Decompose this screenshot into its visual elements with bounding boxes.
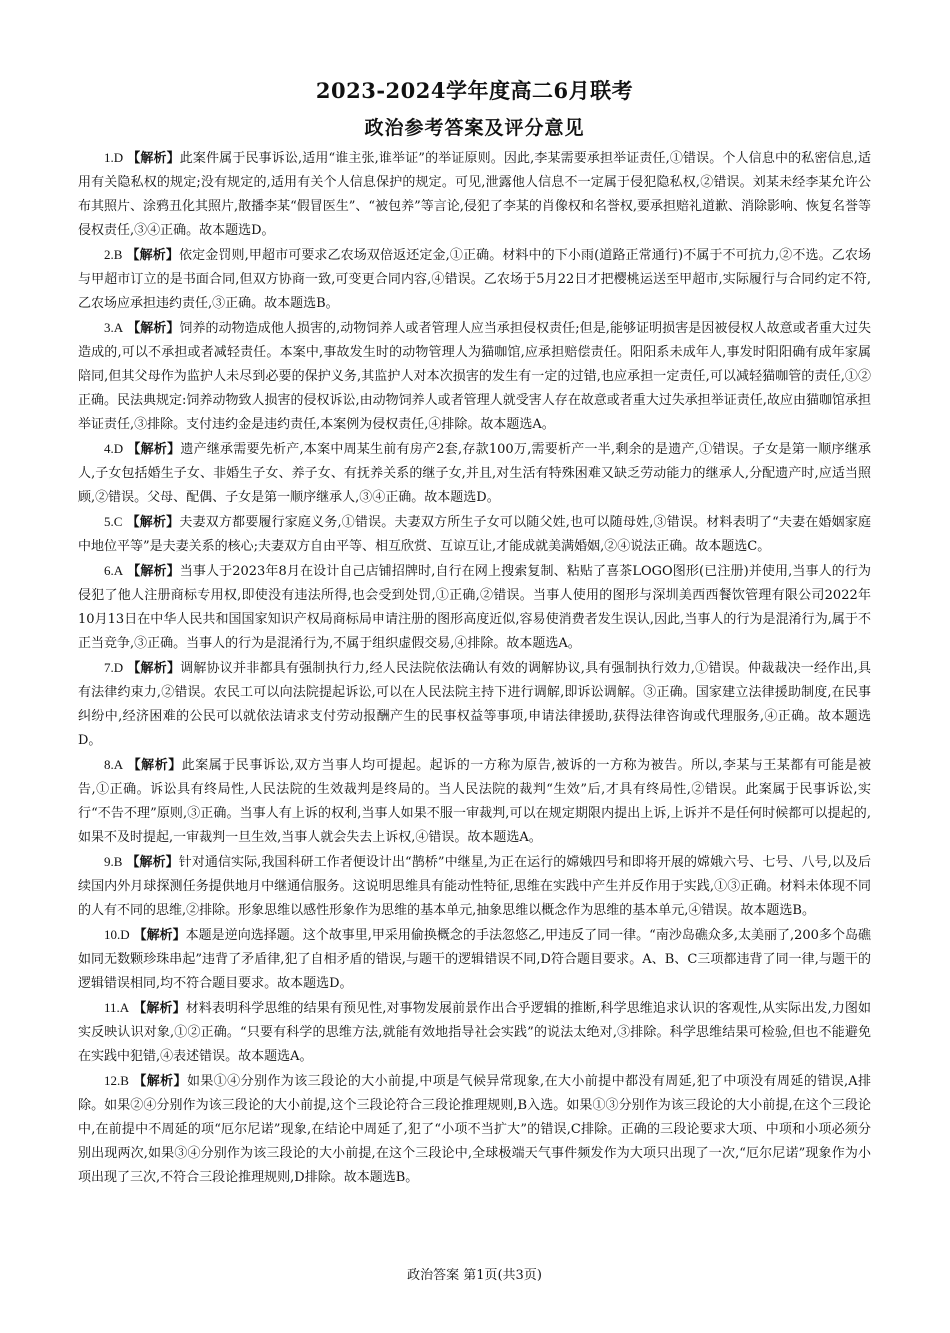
analysis-tag: 【解析】 [127, 321, 180, 336]
page-footer: 政治答案 第1页(共3页) [407, 1268, 542, 1283]
answer-item [78, 559, 871, 656]
answer-number: 8.A [104, 757, 124, 772]
answer-number: 5.C [104, 514, 123, 529]
answer-item [78, 923, 871, 996]
answer-item [78, 656, 871, 753]
answer-number: 12.B [104, 1073, 129, 1088]
analysis-tag: 【解析】 [127, 442, 181, 457]
answer-number: 10.D [104, 927, 130, 942]
answer-text: 夫妻双方都要履行家庭义务,①错误。夫妻双方所生子女可以随父姓,也可以随母姓,③错误。材料表明了“夫妻在婚姻家庭中地位平等”是夫妻关系的核心;夫妻双方自由平等、相互欣赏、互谅互让,才能成就美满婚姻,②④说法正确。故本题选C。 [78, 515, 871, 554]
answer-number: 3.A [104, 320, 124, 335]
analysis-tag: 【解析】 [126, 248, 180, 263]
analysis-tag: 【解析】 [127, 151, 180, 166]
analysis-tag: 【解析】 [132, 1074, 187, 1089]
analysis-tag: 【解析】 [126, 515, 180, 530]
analysis-tag: 【解析】 [133, 928, 186, 943]
answer-text: 当事人于2023年8月在设计自己店铺招牌时,自行在网上搜索复制、粘贴了喜茶LOGO图形(已注册)并使用,当事人的行为侵犯了他人注册商标专用权,即使没有违法所得,也会受到处罚,①正确,②错误。当事人使用的图形与深圳美西西餐饮管理有限公司2022年10月13日在中华人民共和国国家知识产权局商标局申请注册的图形高度近似,容易使消费者发生误认,因此,当事人的行为是混淆行为,属于不正当竞争,③正确。当事人的行为是混淆行为,不属于组织虚假交易,④排除。故本题选A。 [78, 564, 871, 651]
analysis-tag: 【解析】 [127, 758, 182, 773]
answer-number: 4.D [104, 441, 124, 456]
answer-number: 9.B [104, 854, 123, 869]
answer-text: 依定金罚则,甲超市可要求乙农场双倍返还定金,①正确。材料中的下小雨(道路正常通行)不属于不可抗力,②不选。乙农场与甲超市订立的是书面合同,但双方协商一致,可变更合同内容,④错误。乙农场于5月22日才把樱桃运送至甲超市,实际履行与合同约定不符,乙农场应承担违约责任,③正确。故本题选B。 [78, 248, 871, 311]
answer-item [78, 753, 871, 850]
page-title: 2023-2024学年度高二6月联考 [315, 78, 634, 103]
answer-number: 7.D [104, 660, 124, 675]
answer-number: 6.A [104, 563, 124, 578]
answer-item [78, 243, 871, 316]
answer-number: 11.A [104, 1000, 130, 1015]
answer-number: 1.D [104, 150, 124, 165]
answer-number: 2.B [104, 247, 123, 262]
page-subtitle: 政治参考答案及评分意见 [364, 117, 585, 139]
answer-item [78, 850, 871, 923]
answer-item [78, 437, 871, 510]
answer-text: 本题是逆向选择题。这个故事里,甲采用偷换概念的手法忽悠乙,甲违反了同一律。“南沙岛礁众多,太美丽了,200多个岛礁如同无数颗珍珠串起”违背了矛盾律,犯了自相矛盾的错误,与题干的逻辑错误不同,D符合题目要求。A、B、C三项都违背了同一律,与题干的逻辑错误相同,均不符合题目要求。故本题选D。 [78, 928, 871, 991]
answer-text: 此案件属于民事诉讼,适用“谁主张,谁举证”的举证原则。因此,李某需要承担举证责任,①错误。个人信息中的私密信息,适用有关隐私权的规定;没有规定的,适用有关个人信息保护的规定。可见,泄露他人信息不一定属于侵犯隐私权,②错误。刘某未经李某允许公布其照片、涂鸦丑化其照片,散播李某“假冒医生”、“被包养”等言论,侵犯了李某的肖像权和名誉权,要承担赔礼道歉、消除影响、恢复名誉等侵权责任,③④正确。故本题选D。 [78, 151, 871, 238]
answer-item [78, 316, 871, 437]
answer-text: 调解协议并非都具有强制执行力,经人民法院依法确认有效的调解协议,具有强制执行效力,①错误。仲裁裁决一经作出,具有法律约束力,②错误。农民工可以向法院提起诉讼,可以在人民法院主持下进行调解,即诉讼调解。③正确。国家建立法律援助制度,在民事纠纷中,经济困难的公民可以就依法请求支付劳动报酬产生的民事权益等事项,申请法律援助,获得法律咨询或代理服务,④正确。故本题选D。 [78, 661, 871, 748]
analysis-tag: 【解析】 [127, 564, 180, 579]
answer-list [78, 146, 871, 1190]
answer-text: 针对通信实际,我国科研工作者便设计出“鹊桥”中继星,为正在运行的嫦娥四号和即将开展的嫦娥六号、七号、八号,以及后续国内外月球探测任务提供地月中继通信服务。这说明思维具有能动性特征,思维在实践中产生并反作用于实践,①③正确。材料未体现不同的人有不同的思维,②排除。形象思维以感性形象作为思维的基本单元,抽象思维以概念作为思维的基本单元,④错误。故本题选B。 [78, 855, 871, 918]
answer-text: 饲养的动物造成他人损害的,动物饲养人或者管理人应当承担侵权责任;但是,能够证明损害是因被侵权人故意或者重大过失造成的,可以不承担或者减轻责任。本案中,事故发生时的动物管理人为猫咖馆,应承担赔偿责任。阳阳系未成年人,事发时阳阳确有成年家属陪同,但其父母作为监护人未尽到必要的保护义务,其监护人对本次损害的发生有一定的过错,也应承担一定责任,可以减轻猫咖管的责任,①②正确。民法典规定:饲养动物致人损害的侵权诉讼,由动物饲养人或者管理人就受害人存在故意或者重大过失承担举证责任,故应由猫咖馆承担举证责任,③排除。支付违约金是违约责任,本案例为侵权责任,④排除。故本题选A。 [78, 321, 871, 432]
analysis-tag: 【解析】 [127, 661, 181, 676]
answer-item [78, 510, 871, 559]
answer-text: 如果①④分别作为该三段论的大小前提,中项是气候异常现象,在大小前提中都没有周延,犯了中项没有周延的错误,A排除。如果②④分别作为该三段论的大小前提,这个三段论符合三段论推理规则,B入选。如果①③分别作为该三段论的大小前提,在这个三段论中,在前提中不周延的项“厄尔尼诺”现象,在结论中周延了,犯了“小项不当扩大”的错误,C排除。正确的三段论要求大项、中项和小项必须分别出现两次,如果③④分别作为该三段论的大小前提,在这个三段论中,全球极端天气事件频发作为大项只出现了一次,“厄尔尼诺”现象作为小项出现了三次,不符合三段论推理规则,D排除。故本题选B。 [78, 1074, 871, 1185]
analysis-tag: 【解析】 [126, 855, 179, 870]
answer-item [78, 996, 871, 1069]
answer-item [78, 1069, 871, 1190]
answer-item [78, 146, 871, 243]
analysis-tag: 【解析】 [133, 1001, 186, 1016]
answer-text: 材料表明科学思维的结果有预见性,对事物发展前景作出合乎逻辑的推断,科学思维追求认识的客观性,从实际出发,力图如实反映认识对象,①②正确。“只要有科学的思维方法,就能有效地指导社会实践”的说法太绝对,③排除。科学思维结果可检验,但也不能避免在实践中犯错,④表述错误。故本题选A。 [78, 1001, 871, 1064]
answer-text: 此案属于民事诉讼,双方当事人均可提起。起诉的一方称为原告,被诉的一方称为被告。所以,李某与王某都有可能是被告,①正确。诉讼具有终局性,人民法院的生效裁判是终局的。当人民法院的裁判“生效”后,才具有终局性,②错误。此案属于民事诉讼,实行“不告不理”原则,③正确。当事人有上诉的权利,当事人如果不服一审裁判,可以在规定期限内提出上诉,上诉并不是任何时候都可以提起的,如果不及时提起,一审裁判一旦生效,当事人就会失去上诉权,④错误。故本题选A。 [78, 758, 871, 845]
answer-text: 遗产继承需要先析产,本案中周某生前有房产2套,存款100万,需要析产一半,剩余的是遗产,①错误。子女是第一顺序继承人,子女包括婚生子女、非婚生子女、养子女、有抚养关系的继子女,并且,对生活有特殊困难又缺乏劳动能力的继承人,分配遗产时,应适当照顾,②错误。父母、配偶、子女是第一顺序继承人,③④正确。故本题选D。 [78, 442, 871, 505]
